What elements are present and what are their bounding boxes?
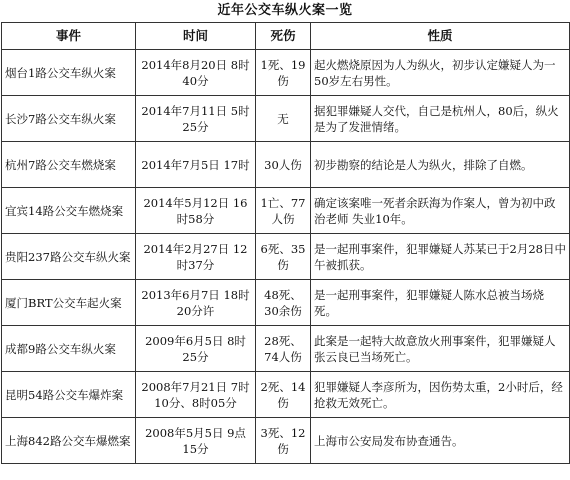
table-row xyxy=(2,50,570,96)
cell-event: 昆明54路公交车爆炸案 xyxy=(2,372,136,418)
cell-time: 2014年2月27日 12时37分 xyxy=(136,234,256,280)
cell-nature: 起火燃烧原因为人为纵火，初步认定嫌疑人为一50岁左右男性。 xyxy=(311,50,570,96)
cell-nature: 据犯罪嫌疑人交代，自己是杭州人，80后，纵火是为了发泄情绪。 xyxy=(311,96,570,142)
cell-nature: 犯罪嫌疑人李彦所为，因伤势太重，2小时后，经抢救无效死亡。 xyxy=(311,372,570,418)
cell-event: 厦门BRT公交车起火案 xyxy=(2,280,136,326)
cell-event: 贵阳237路公交车纵火案 xyxy=(2,234,136,280)
cell-nature: 是一起刑事案件，犯罪嫌疑人苏某已于2月28日中午被抓获。 xyxy=(311,234,570,280)
cell-nature: 初步勘察的结论是人为纵火，排除了自燃。 xyxy=(311,142,570,188)
header-time: 时间 xyxy=(136,23,256,50)
cell-time: 2014年5月12日 16时58分 xyxy=(136,188,256,234)
cell-nature: 确定该案唯一死者余跃海为作案人，曾为初中政治老师 失业10年。 xyxy=(311,188,570,234)
table-row xyxy=(2,418,570,464)
cell-event: 杭州7路公交车燃烧案 xyxy=(2,142,136,188)
cell-time: 2014年7月11日 5时25分 xyxy=(136,96,256,142)
table-row xyxy=(2,96,570,142)
cell-time: 2008年7月21日 7时10分、8时05分 xyxy=(136,372,256,418)
cell-time: 2014年7月5日 17时 xyxy=(136,142,256,188)
cell-casualties: 30人伤 xyxy=(256,142,311,188)
table-row xyxy=(2,188,570,234)
cell-nature: 上海市公安局发布协查通告。 xyxy=(311,418,570,464)
cell-casualties: 2死、14伤 xyxy=(256,372,311,418)
table-row xyxy=(2,280,570,326)
cell-casualties: 3死、12伤 xyxy=(256,418,311,464)
cell-time: 2013年6月7日 18时20分许 xyxy=(136,280,256,326)
cell-event: 宜宾14路公交车燃烧案 xyxy=(2,188,136,234)
table-row xyxy=(2,326,570,372)
cell-time: 2009年6月5日 8时25分 xyxy=(136,326,256,372)
cell-casualties: 1亡、77人伤 xyxy=(256,188,311,234)
cell-casualties: 6死、35伤 xyxy=(256,234,311,280)
header-nature: 性质 xyxy=(311,23,570,50)
header-casualties: 死伤 xyxy=(256,23,311,50)
cell-event: 上海842路公交车爆燃案 xyxy=(2,418,136,464)
cell-time: 2014年8月20日 8时40分 xyxy=(136,50,256,96)
cell-casualties: 无 xyxy=(256,96,311,142)
cell-casualties: 1死、19伤 xyxy=(256,50,311,96)
cell-nature: 此案是一起特大故意放火刑事案件，犯罪嫌疑人张云良已当场死亡。 xyxy=(311,326,570,372)
arson-cases-table xyxy=(1,22,570,464)
table-title: 近年公交车纵火案一览 xyxy=(217,3,353,18)
cell-time: 2008年5月5日 9点15分 xyxy=(136,418,256,464)
cell-event: 长沙7路公交车纵火案 xyxy=(2,96,136,142)
cell-event: 烟台1路公交车纵火案 xyxy=(2,50,136,96)
cell-casualties: 48死、30余伤 xyxy=(256,280,311,326)
table-row xyxy=(2,372,570,418)
cell-event: 成都9路公交车纵火案 xyxy=(2,326,136,372)
cell-casualties: 28死、74人伤 xyxy=(256,326,311,372)
header-event: 事件 xyxy=(2,23,136,50)
table-row xyxy=(2,234,570,280)
table-row xyxy=(2,142,570,188)
header-row xyxy=(2,23,570,50)
cell-nature: 是一起刑事案件，犯罪嫌疑人陈水总被当场烧死。 xyxy=(311,280,570,326)
